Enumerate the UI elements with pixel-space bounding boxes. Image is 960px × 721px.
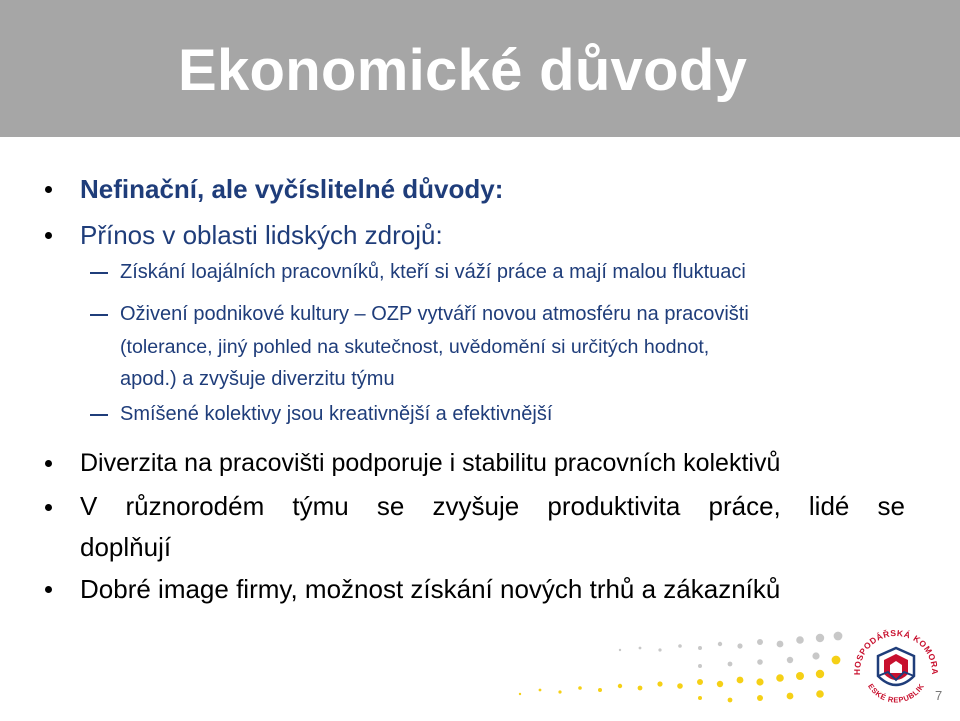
bullet-diversity-stability: Diverzita na pracovišti podporuje i stabilitu pracovních kolektivů — [80, 449, 781, 477]
subitem-culture-line1: Oživení podnikové kultury – OZP vytváří novou atmosféru na pracovišti — [120, 303, 749, 325]
page-number: 7 — [935, 688, 943, 703]
chamber-logo — [848, 620, 944, 716]
subitem-mixed-teams: Smíšené kolektivy jsou kreativnější a efektivnější — [120, 403, 553, 425]
bullet-productivity-line1: V různorodém týmu se zvyšuje produktivita práce, lidé se — [80, 491, 905, 521]
subitem-culture-line2: (tolerance, jiný pohled na skutečnost, uvědomění si určitých hodnot, — [120, 336, 710, 358]
subitem-culture-line3: apod.) a zvyšuje diverzitu týmu — [120, 368, 395, 390]
bullet-productivity-line2: doplňují — [80, 532, 172, 562]
bullet-hr-benefits: Přínos v oblasti lidských zdrojů: — [80, 220, 443, 250]
bullet-nonfinancial-reasons: Nefinační, ale vyčíslitelné důvody: — [80, 174, 504, 204]
subitem-loyal-employees: Získání loajálních pracovníků, kteří si váží práce a mají malou fluktuaci — [120, 261, 746, 283]
logo-text-bottom: ESKÉ REPUBLIK — [866, 681, 927, 705]
bullet-company-image: Dobré image firmy, možnost získání nových trhů a zákazníků — [80, 574, 781, 604]
slide-title: Ekonomické důvody — [178, 38, 748, 103]
logo-text-top: HOSPODÁŘSKÁ KOMORA — [851, 627, 941, 676]
logo-emblem — [878, 648, 914, 685]
